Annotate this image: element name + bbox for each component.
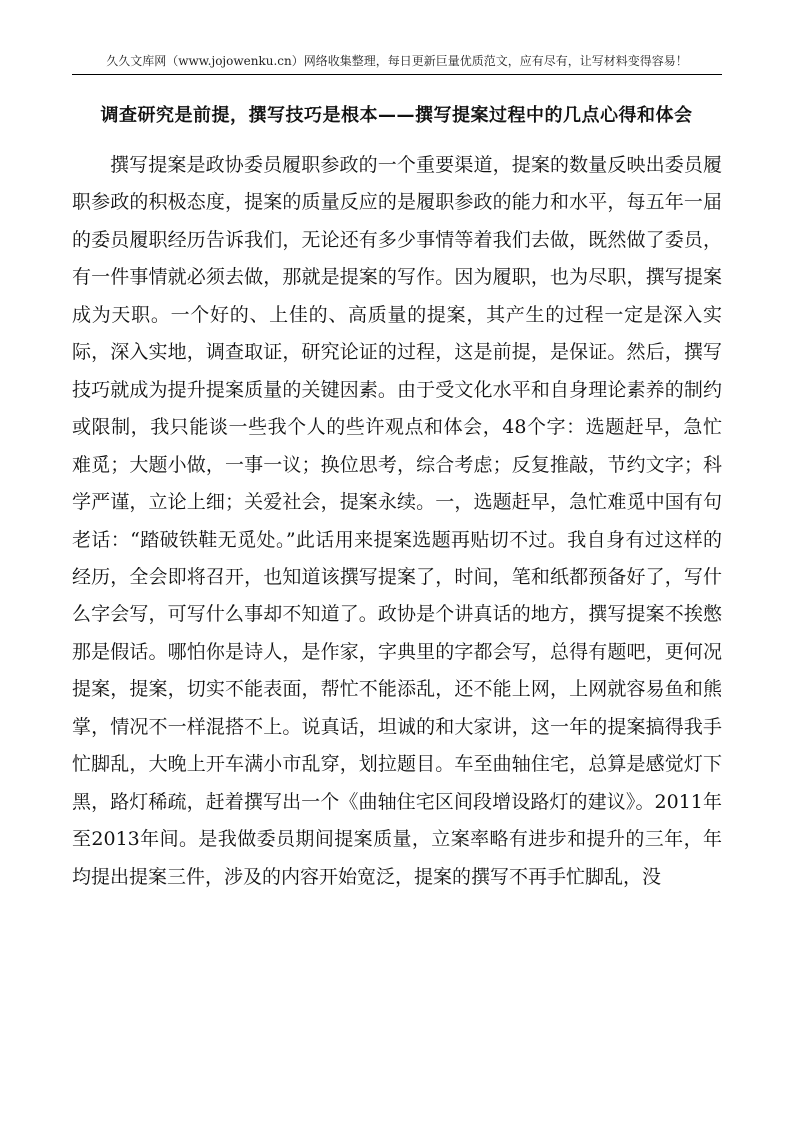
page-header: 久久文库网（www.jojowenku.cn）网络收集整理，每日更新巨量优质范文，应有尽有，让写材料变得容易！ <box>106 54 688 68</box>
document-title: 调查研究是前提，撰写技巧是根本——撰写提案过程中的几点心得和体会 <box>100 105 693 126</box>
body-paragraph: 撰写提案是政协委员履职参政的一个重要渠道，提案的数量反映出委员履职参政的积极态度，提案的质量反应的是履职参政的能力和水平，每五年一届的委员履职经历告诉我们，无论还有多少事情等着我们去做，既然做了委员，有一件事情就必须去做，那就是提案的写作。因为履职，也为尽职，撰写提案成为天职。一个好的、上佳的、高质量的提案，其产生的过程一定是深入实际，深入实地，调查取证，研究论证的过程，这是前提，是保证。然后，撰写技巧就成为提升提案质量的关键因素。由于受文化水平和自身理论素养的制约或限制，我只能谈一些我个人的些许观点和体会，48个字：选题赶早，急忙难觅；大题小做，一事一议；换位思考，综合考虑；反复推敲，节约文字；科学严谨，立论上细；关爱社会，提案永续。一，选题赶早，急忙难觅中国有句老话：“踏破铁鞋无觅处。”此话用来提案选题再贴切不过。我自身有过这样的经历，全会即将召开，也知道该撰写提案了，时间，笔和纸都预备好了，写什么字会写，可写什么事却不知道了。政协是个讲真话的地方，撰写提案不挨憋那是假话。哪怕你是诗人，是作家，字典里的字都会写，总得有题吧，更何况提案，提案，切实不能表面，帮忙不能添乱，还不能上网，上网就容易鱼和熊掌，情况不一样混搭不上。说真话，坦诚的和大家讲，这一年的提案搞得我手忙脚乱，大晚上开车满小市乱穿，划拉题目。车至曲轴住宅，总算是感觉灯下黑，路灯稀疏，赶着撰写出一个《曲轴住宅区间段增设路灯的建议》。2011年至2013年间。是我做委员期间提案质量，立案率略有进步和提升的三年，年均提出提案三件，涉及的内容开始宽泛，提案的撰写不再手忙脚乱，没 <box>72 154 722 888</box>
header-divider <box>72 74 722 75</box>
